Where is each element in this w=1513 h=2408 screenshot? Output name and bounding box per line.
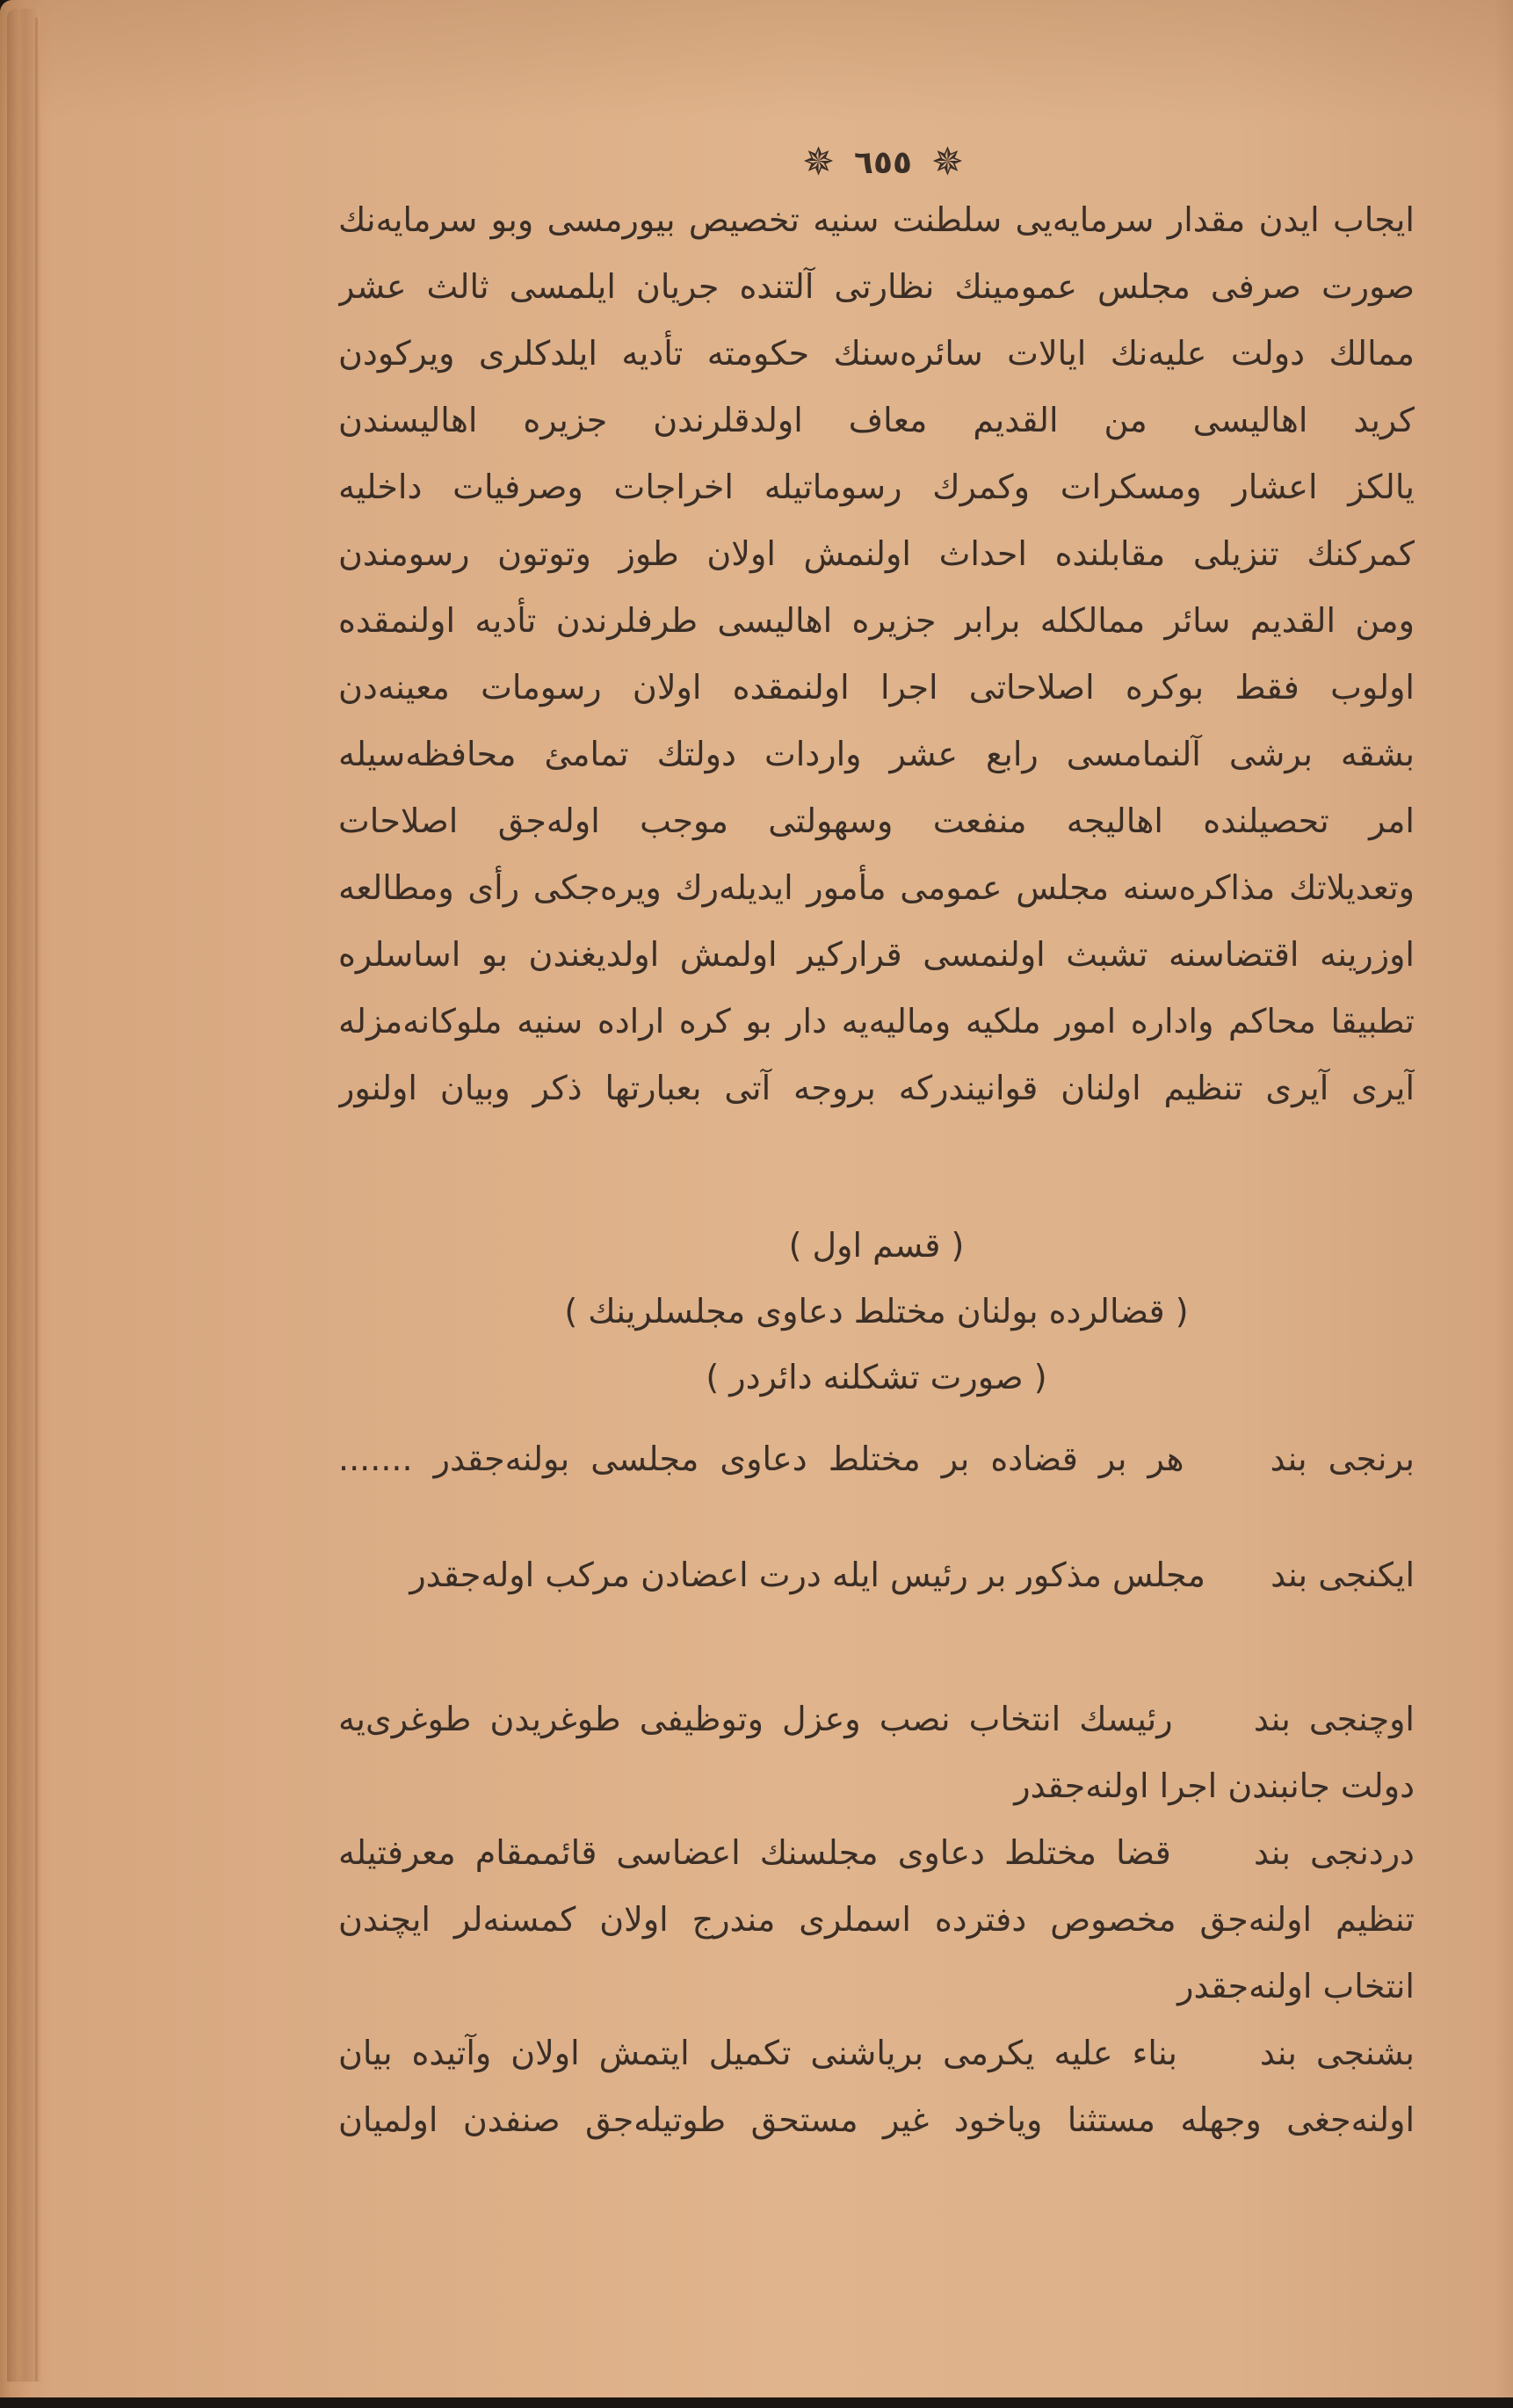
scan-bottom-edge — [0, 2397, 1513, 2408]
article-3 — [338, 1691, 1415, 1747]
paragraph-line: تطبيقا محاكم واداره امور ملكيه وماليه‌يه دار بو كره اراده سنيه ملوكانه‌مزله — [338, 1002, 1415, 1041]
section-title: ( قسم اول ) — [788, 1226, 965, 1265]
article-text: مجلس مذكور بر رئيس ايله درت اعضادن مركب اوله‌جقدر — [409, 1556, 1205, 1594]
section-subtitle: ( قضالرده بولنان مختلط دعاوى مجلسلرينك ) — [564, 1292, 1189, 1331]
paragraph-line: ومن القديم سائر ممالكله برابر جزيره اهاليسى طرفلرندن تأديه اولنمقده — [338, 601, 1415, 640]
article-3-continued: دولت جانبندن اجرا اولنه‌جقدر — [1014, 1766, 1415, 1805]
article-5 — [338, 2025, 1415, 2081]
article-label: بشنجى بند — [1259, 2034, 1415, 2072]
paragraph-line: كريد اهاليسى من القديم معاف اولدقلرندن جزيره اهاليسندن — [338, 401, 1415, 439]
paragraph-line: امر تحصيلنده اهاليجه منفعت وسهولتى موجب اوله‌جق اصلاحات — [338, 801, 1415, 840]
article-label: ايكنجى بند — [1270, 1556, 1415, 1594]
article-text: هر بر قضاده بر مختلط دعاوى مجلسى بولنه‌جقدر ....... — [338, 1440, 1184, 1478]
page-edge-line — [35, 18, 38, 2382]
article-text: قضا مختلط دعاوى مجلسنك اعضاسى قائممقام معرفتيله — [338, 1833, 1171, 1872]
article-text: رئيسك انتخاب نصب وعزل وتوظيفى طوغريدن طوغرى‌يه — [338, 1700, 1173, 1738]
article-2 — [338, 1547, 1415, 1603]
paragraph-line: آيرى آيرى تنظيم اولنان قوانيندركه بروجه آتى بعبارتها ذكر وبيان اولنور — [338, 1069, 1415, 1107]
paragraph-line: اولوب فقط بوكره اصلاحاتى اجرا اولنمقده اولان رسومات معينه‌دن — [338, 668, 1415, 707]
article-5-continued: اولنه‌جغى وجهله مستثنا وياخود غير مستحق طوتيله‌جق صنفدن اولميان — [338, 2100, 1415, 2139]
ornament-right-icon: ✵ — [930, 140, 964, 185]
section-subtitle-2: ( صورت تشكلنه دائردر ) — [706, 1358, 1047, 1396]
articles — [338, 0, 1415, 2197]
paragraph-line: ممالك دولت عليه‌نك ايالات سائره‌سنك حكومته تأديه ايلدكلرى ويركودن — [338, 334, 1415, 373]
paragraph-line: يالكز اعشار ومسكرات وكمرك رسوماتيله اخراجات وصرفيات داخليه — [338, 468, 1415, 506]
paragraph-line: ايجاب ايدن مقدار سرمايه‌يى سلطنت سنيه تخصيص بيورمسى وبو سرمايه‌نك — [338, 200, 1415, 239]
article-4 — [338, 1824, 1415, 1881]
page-number: ٦٥٥ — [854, 144, 912, 181]
paragraph-line: وتعديلاتك مذاكره‌سنه مجلس عمومى مأمور ايديله‌رك ويره‌جكى رأى ومطالعه — [338, 868, 1415, 907]
article-4-continued: تنظيم اولنه‌جق مخصوص دفترده اسملرى مندرج اولان كمسنه‌لر ايچندن — [338, 1900, 1415, 1939]
paragraph-line: بشقه برشى آلنمامسى رابع عشر واردات دولتك تمامئ محافظه‌سيله — [338, 735, 1415, 773]
article-text: بناء عليه يكرمى برياشنى تكميل ايتمش اولان وآتيده بيان — [338, 2034, 1177, 2072]
article-4-continued: انتخاب اولنه‌جقدر — [1177, 1967, 1415, 2005]
paragraph-line: صورت صرفى مجلس عمومينك نظارتى آلتنده جريان ايلمسى ثالث عشر — [338, 267, 1415, 306]
ornament-left-icon: ✵ — [802, 140, 836, 185]
article-label: اوچنجى بند — [1253, 1700, 1415, 1738]
article-label: دردنجى بند — [1253, 1833, 1415, 1872]
paragraph-line: اوزرينه اقتضاسنه تشبث اولنمسى قراركير اولمش اولديغندن بو اساسلره — [338, 935, 1415, 974]
paragraph-line: كمركنك تنزيلى مقابلنده احداث اولنمش اولان طوز وتوتون رسومندن — [338, 534, 1415, 573]
article-label: برنجى بند — [1270, 1440, 1415, 1478]
article-1 — [338, 1431, 1415, 1487]
